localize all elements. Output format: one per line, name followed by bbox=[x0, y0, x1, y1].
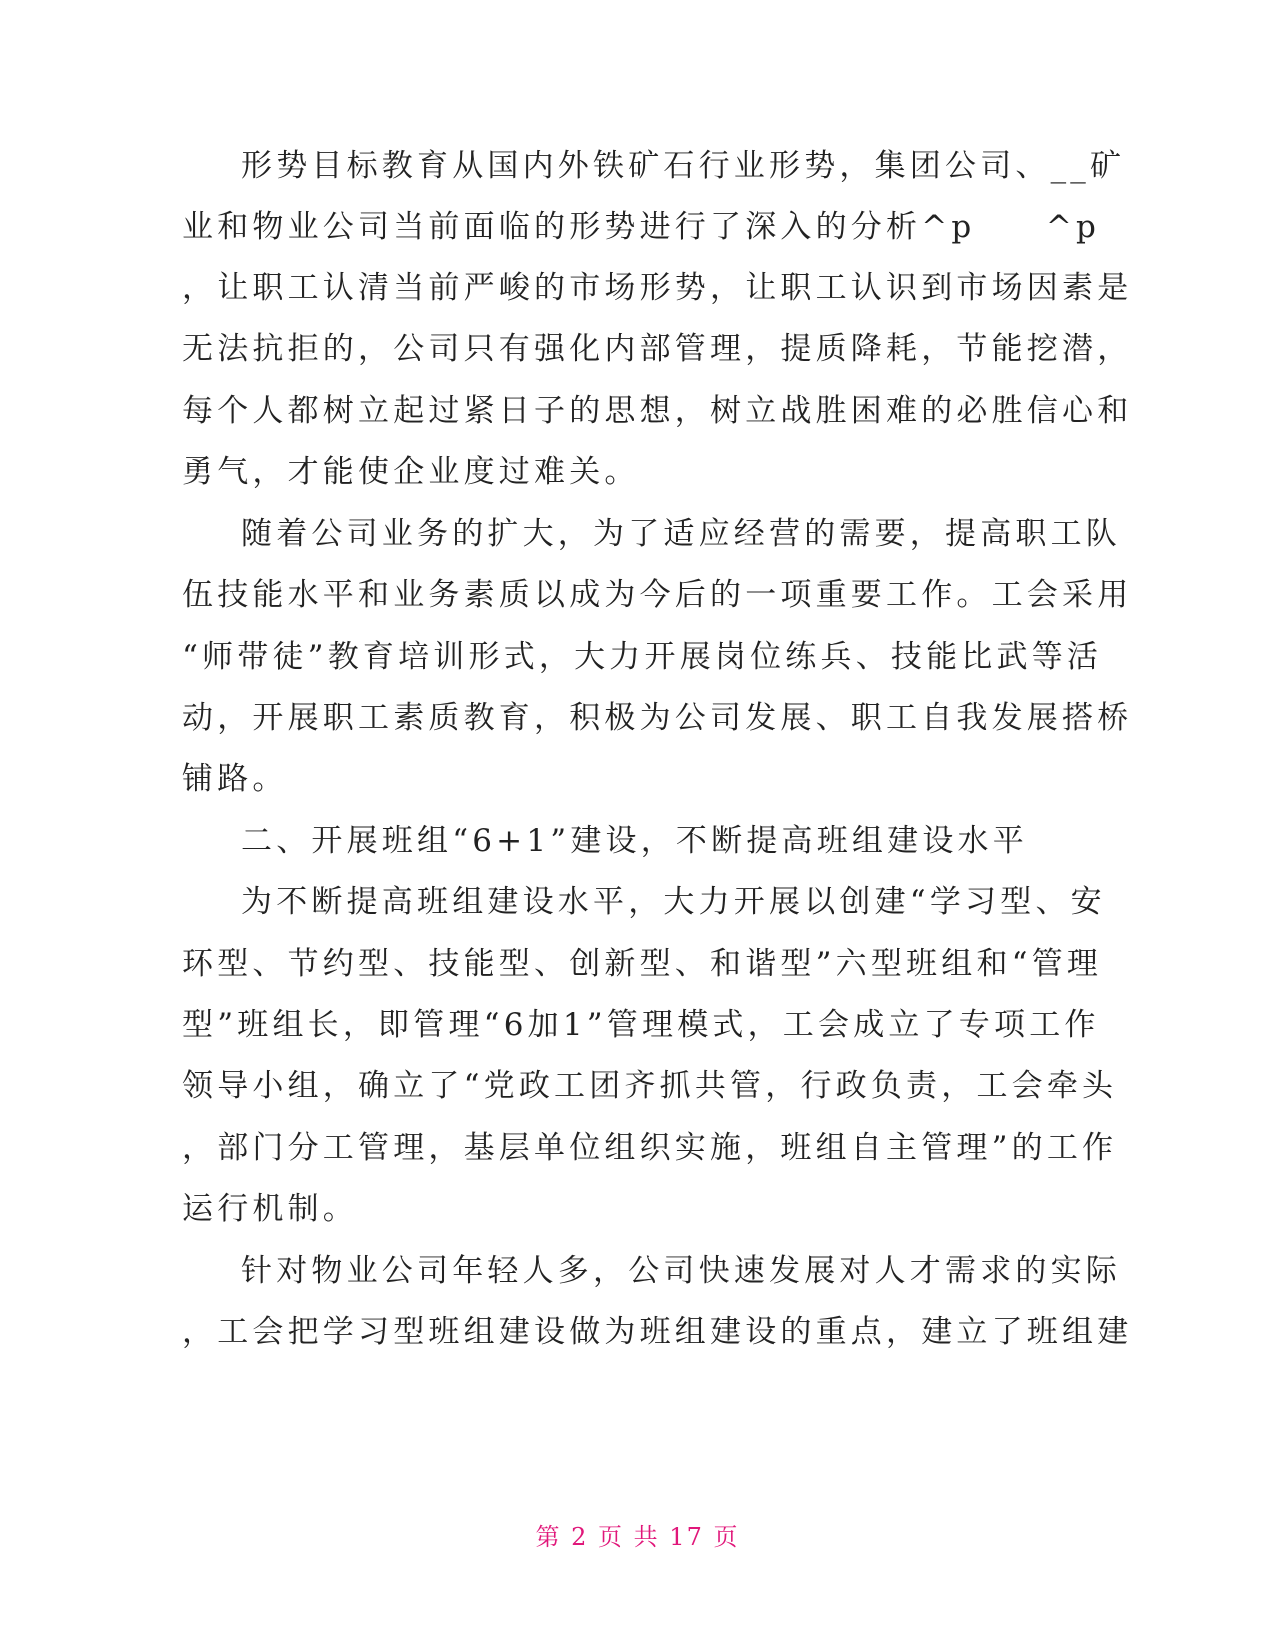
text-line: 每个人都树立起过紧日子的思想，树立战胜困难的必胜信心和 bbox=[182, 393, 1133, 429]
section-heading: 二、开展班组“6+1”建设，不断提高班组建设水平 bbox=[241, 823, 1028, 859]
text-line: 针对物业公司年轻人多，公司快速发展对人才需求的实际 bbox=[241, 1253, 1121, 1289]
text-line: ，工会把学习型班组建设做为班组建设的重点，建立了班组建 bbox=[182, 1314, 1133, 1350]
text-line: “师带徒”教育培训形式，大力开展岗位练兵、技能比武等活 bbox=[182, 639, 1103, 675]
text-line: 铺路。 bbox=[182, 761, 288, 797]
text-line: ，让职工认清当前严峻的市场形势，让职工认识到市场因素是 bbox=[182, 270, 1133, 306]
text-line: 领导小组，确立了“党政工团齐抓共管，行政负责，工会牵头 bbox=[182, 1068, 1118, 1104]
text-line: 勇气，才能使企业度过难关。 bbox=[182, 454, 640, 490]
text-line: 运行机制。 bbox=[182, 1191, 358, 1227]
text-line: 随着公司业务的扩大，为了适应经营的需要，提高职工队 bbox=[241, 516, 1121, 552]
text-line: 型”班组长，即管理“6加1”管理模式，工会成立了专项工作 bbox=[182, 1007, 1100, 1043]
text-line: 无法抗拒的，公司只有强化内部管理，提质降耗，节能挖潜， bbox=[182, 331, 1133, 367]
text-line: 动，开展职工素质教育，积极为公司发展、职工自我发展搭桥 bbox=[182, 700, 1133, 736]
text-line: ，部门分工管理，基层单位组织实施，班组自主管理”的工作 bbox=[182, 1130, 1118, 1166]
page-number-footer: 第 2 页 共 17 页 bbox=[535, 1523, 740, 1551]
text-line: 业和物业公司当前面临的形势进行了深入的分析^p ^p bbox=[182, 209, 1101, 245]
text-line: 形势目标教育从国内外铁矿石行业形势，集团公司、__矿 bbox=[241, 148, 1126, 184]
text-line: 伍技能水平和业务素质以成为今后的一项重要工作。工会采用 bbox=[182, 577, 1133, 613]
text-line: 为不断提高班组建设水平，大力开展以创建“学习型、安 bbox=[241, 884, 1106, 920]
text-line: 环型、节约型、技能型、创新型、和谐型”六型班组和“管理 bbox=[182, 946, 1103, 982]
